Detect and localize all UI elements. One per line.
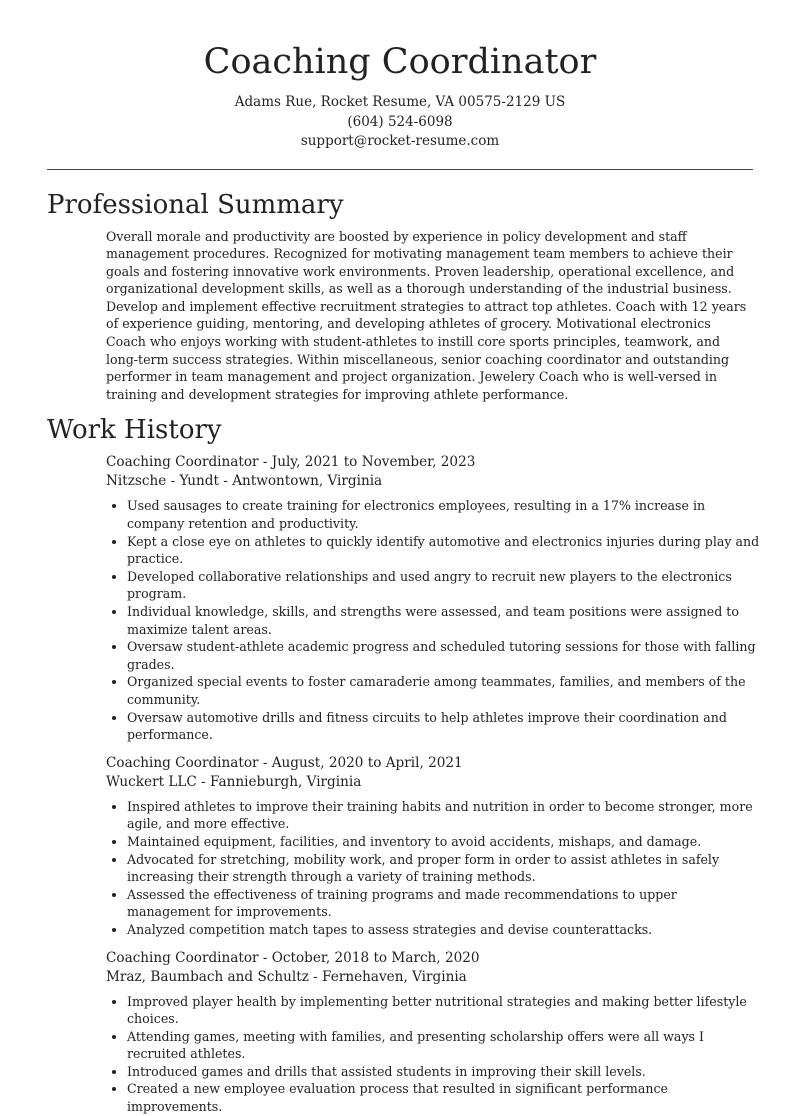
- work-history-list: [0, 453, 800, 1115]
- header-divider: [47, 169, 753, 170]
- job-bullet: • Used sausages to create training for electronics employees, resulting in a 17% increase in company retention and productivity.: [127, 497, 760, 532]
- job-bullet: • Assessed the effectiveness of training programs and made recommendations to upper management for improvements.: [127, 886, 760, 921]
- job-bullet: • Individual knowledge, skills, and strengths were assessed, and team positions were assigned to maximize talent areas.: [127, 603, 760, 638]
- contact-email: support@rocket-resume.com: [300, 133, 500, 149]
- job-bullet: • Developed collaborative relationships and used angry to recruit new players to the electronics program.: [127, 568, 760, 603]
- job-bullet: • Oversaw automotive drills and fitness circuits to help athletes improve their coordination and performance.: [127, 709, 760, 744]
- job-title-dates: Coaching Coordinator - August, 2020 to April, 2021: [106, 754, 463, 771]
- job-bullet: • Maintained equipment, facilities, and inventory to avoid accidents, mishaps, and damage.: [127, 833, 760, 851]
- job-bullet: • Created a new employee evaluation process that resulted in significant performance improvements.: [127, 1080, 760, 1115]
- job-bullet: • Advocated for stretching, mobility work, and proper form in order to assist athletes in safely increasing their strength through a variety of training methods.: [127, 851, 760, 886]
- job-bullets: [106, 993, 760, 1116]
- job-bullets: [106, 798, 760, 939]
- job-title-dates: Coaching Coordinator - October, 2018 to March, 2020: [106, 949, 480, 966]
- work-history-heading: Work History: [47, 415, 222, 446]
- job-bullet: • Analyzed competition match tapes to assess strategies and devise counterattacks.: [127, 921, 760, 939]
- job-bullets: [106, 497, 760, 743]
- job-entry: [106, 949, 760, 1116]
- job-bullet: • Inspired athletes to improve their training habits and nutrition in order to become stronger, more agile, and more effective.: [127, 798, 760, 833]
- job-title-dates: Coaching Coordinator - July, 2021 to November, 2023: [106, 454, 476, 471]
- job-bullet: • Organized special events to foster camaraderie among teammates, families, and members of the community.: [127, 673, 760, 708]
- job-company-location: Mraz, Baumbach and Schultz - Fernehaven, Virginia: [106, 968, 467, 985]
- job-company-location: Wuckert LLC - Fannieburgh, Virginia: [106, 773, 362, 790]
- job-company-location: Nitzsche - Yundt - Antwontown, Virginia: [106, 473, 383, 490]
- contact-info: [0, 93, 800, 152]
- job-entry: [106, 754, 760, 939]
- job-bullet: • Oversaw student-athlete academic progress and scheduled tutoring sessions for those with falling grades.: [127, 638, 760, 673]
- job-bullet: • Kept a close eye on athletes to quickly identify automotive and electronics injuries during play and practice.: [127, 533, 760, 568]
- job-bullet: • Attending games, meeting with families, and presenting scholarship offers were all ways I recruited athletes.: [127, 1028, 760, 1063]
- summary-heading: Professional Summary: [47, 189, 344, 220]
- job-bullet: • Introduced games and drills that assisted students in improving their skill levels.: [127, 1063, 760, 1081]
- contact-phone: (604) 524-6098: [347, 113, 453, 130]
- summary-text: Overall morale and productivity are boosted by experience in policy development and staff management procedures. Recognized for motivating management team members to achieve their goals and fostering innovative work environments. Proven leadership, operational excellence, and organizational development skills, as well as a thorough understanding of the industrial business. Develop and implement effective recruitment strategies to attract top athletes. Coach with 12 years of experience guiding, mentoring, and developing athletes of grocery. Motivational electronics Coach who enjoys working with student-athletes to instill core sports principles, teamwork, and long-term success strategies. Within miscellaneous, senior coaching coordinator and outstanding performer in team management and project organization. Jewelery Coach who is well-versed in training and development strategies for improving athlete performance.: [106, 228, 747, 402]
- resume-name: Coaching Coordinator: [203, 42, 597, 82]
- resume-header: [0, 0, 800, 152]
- job-bullet: • Improved player health by implementing better nutritional strategies and making better lifestyle choices.: [127, 993, 760, 1028]
- contact-address: Adams Rue, Rocket Resume, VA 00575-2129 US: [234, 94, 566, 110]
- job-entry: [106, 453, 760, 743]
